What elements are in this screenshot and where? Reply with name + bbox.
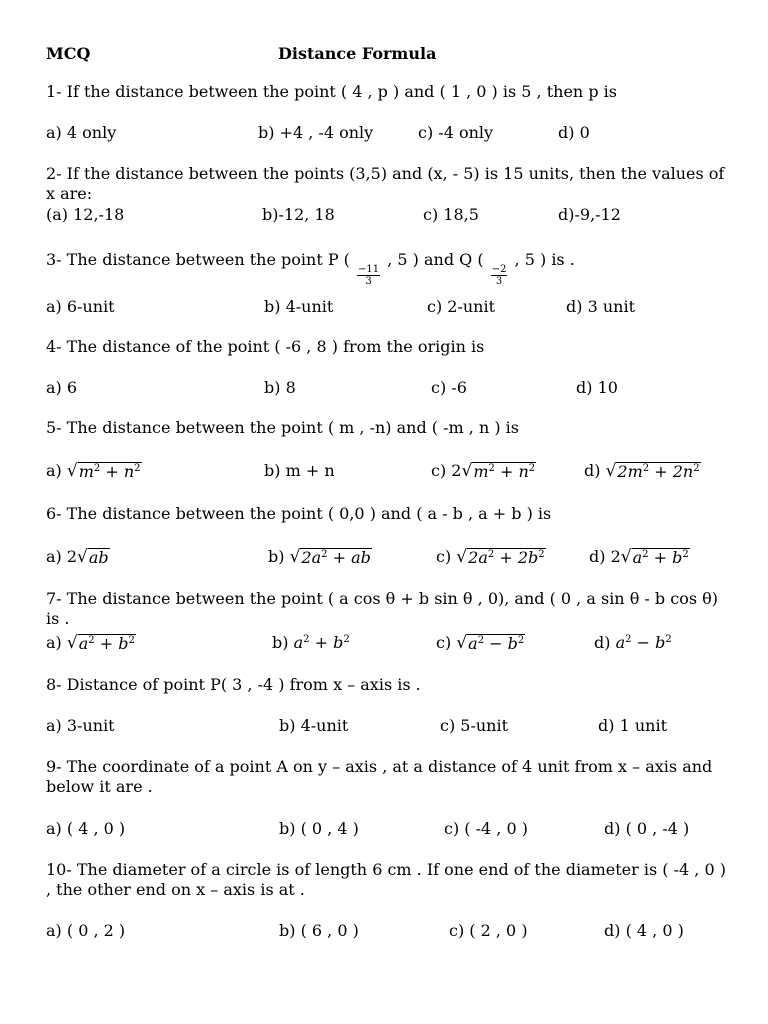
- page-title: Distance Formula: [278, 44, 437, 63]
- q6-option-b: [268, 546, 372, 568]
- question-6: 6- The distance between the point ( 0,0 ) and ( a - b , a + b ) is: [46, 504, 552, 523]
- q5-option-c-expr: $m^2 + n^2$: [473, 462, 536, 481]
- q5-option-c: [431, 460, 536, 482]
- sqrt-symbol: √ $2a^2$ + ab: [289, 547, 371, 567]
- q5-option-a: [46, 460, 142, 482]
- q5-option-a-expr: $m^2 + n^2$: [78, 462, 141, 481]
- q3-fraction-2: [491, 264, 508, 287]
- q3-text-pre: 3- The distance between the point P (: [46, 250, 350, 269]
- q8-option-b: b) 4-unit: [279, 716, 349, 735]
- q10-option-d: d) ( 4 , 0 ): [604, 921, 684, 940]
- q3-option-d: d) 3 unit: [566, 297, 635, 316]
- q1-option-a: a) 4 only: [46, 123, 117, 142]
- q7-option-d: [594, 632, 672, 654]
- q7-option-c: [436, 632, 525, 654]
- q8-option-c: c) 5-unit: [440, 716, 509, 735]
- q7-option-a-label: a): [46, 633, 62, 652]
- q6-option-b-label: b): [268, 547, 285, 566]
- q4-option-a: a) 6: [46, 378, 78, 397]
- section-label: MCQ: [46, 44, 91, 63]
- q6-option-d-label: d) 2: [589, 547, 621, 566]
- q7-option-b-expr: $a^2 + b^2$: [293, 633, 350, 652]
- q7-option-a: [46, 632, 136, 654]
- q7-option-d-expr: $a^2 - b^2$: [615, 633, 672, 652]
- q7-option-b: [272, 632, 350, 654]
- question-5: 5- The distance between the point ( m , -n) and ( -m , n ) is: [46, 418, 520, 437]
- q3-option-c: c) 2-unit: [427, 297, 496, 316]
- q4-option-b: b) 8: [264, 378, 296, 397]
- q6-option-a: [46, 546, 110, 568]
- q2-option-a: (a) 12,-18: [46, 205, 125, 224]
- q3-text-post: , 5 ) is .: [514, 250, 575, 269]
- q9-option-c: c) ( -4 , 0 ): [444, 819, 528, 838]
- question-1: 1- If the distance between the point ( 4 , p ) and ( 1 , 0 ) is 5 , then p is: [46, 82, 617, 101]
- question-8: 8- Distance of point P( 3 , -4 ) from x – axis is .: [46, 675, 421, 694]
- q7-option-b-label: b): [272, 633, 289, 652]
- sqrt-symbol: √ $m^2 + n^2$: [66, 461, 141, 481]
- q3-fraction-1-numerator: −11: [358, 264, 380, 275]
- q2-option-b: b)-12, 18: [262, 205, 335, 224]
- q3-text-mid: , 5 ) and Q (: [387, 250, 484, 269]
- q7-option-d-label: d): [594, 633, 611, 652]
- q10-option-c: c) ( 2 , 0 ): [449, 921, 528, 940]
- q10-option-b: b) ( 6 , 0 ): [279, 921, 359, 940]
- q5-option-a-label: a): [46, 461, 62, 480]
- q5-option-d-label: d): [584, 461, 601, 480]
- q5-option-d-expr: $2m^2 + 2n^2$: [617, 462, 700, 481]
- sqrt-symbol: √ $a^2 - b^2$: [456, 633, 525, 653]
- q6-option-a-label: a) 2: [46, 547, 78, 566]
- q5-option-d: [584, 460, 701, 482]
- q9-option-d: d) ( 0 , -4 ): [604, 819, 690, 838]
- q4-option-d: d) 10: [576, 378, 618, 397]
- q6-option-a-expr: ab: [88, 548, 109, 567]
- q1-option-c: c) -4 only: [418, 123, 494, 142]
- q6-option-c-expr: $2a^2 + 2b^2$: [468, 548, 545, 567]
- q1-option-d: d) 0: [558, 123, 590, 142]
- q8-option-d: d) 1 unit: [598, 716, 667, 735]
- question-3: [46, 250, 575, 287]
- sqrt-symbol: √ ab: [77, 547, 109, 567]
- q2-option-c: c) 18,5: [423, 205, 479, 224]
- q6-option-d: [589, 546, 690, 568]
- q6-option-b-expr: $2a^2$ + ab: [301, 548, 371, 567]
- sqrt-symbol: √ $a^2 + b^2$: [620, 547, 689, 567]
- q8-option-a: a) 3-unit: [46, 716, 115, 735]
- q7-option-c-label: c): [436, 633, 452, 652]
- q4-option-c: c) -6: [431, 378, 467, 397]
- sqrt-symbol: √ $a^2 + b^2$: [66, 633, 135, 653]
- q5-option-b: b) m + n: [264, 461, 335, 480]
- q6-option-c: [436, 546, 546, 568]
- q3-option-b: b) 4-unit: [264, 297, 334, 316]
- q3-fraction-2-denominator: 3: [495, 276, 503, 287]
- q3-fraction-2-numerator: −2: [491, 264, 507, 275]
- sqrt-symbol: √ $2m^2 + 2n^2$: [605, 461, 700, 481]
- q9-option-a: a) ( 4 , 0 ): [46, 819, 126, 838]
- sqrt-symbol: √ $m^2 + n^2$: [461, 461, 536, 481]
- q7-option-c-expr: $a^2 - b^2$: [468, 634, 525, 653]
- q5-option-c-label: c) 2: [431, 461, 462, 480]
- question-10: 10- The diameter of a circle is of length 6 cm . If one end of the diameter is ( -4 , 0 ) , the other end on x – axis is at .: [46, 860, 726, 899]
- q10-option-a: a) ( 0 , 2 ): [46, 921, 126, 940]
- q9-option-b: b) ( 0 , 4 ): [279, 819, 359, 838]
- q3-fraction-1: [357, 264, 380, 287]
- q2-option-d: d)-9,-12: [558, 205, 621, 224]
- q3-fraction-1-denominator: 3: [365, 276, 372, 287]
- q1-option-b: b) +4 , -4 only: [258, 123, 374, 142]
- q6-option-c-label: c): [436, 547, 452, 566]
- q3-option-a: a) 6-unit: [46, 297, 115, 316]
- question-2: 2- If the distance between the points (3,5) and (x, - 5) is 15 units, then the values of x are:: [46, 164, 725, 203]
- question-4: 4- The distance of the point ( -6 , 8 ) from the origin is: [46, 337, 485, 356]
- question-9: 9- The coordinate of a point A on y – axis , at a distance of 4 unit from x – axis and below it are .: [46, 757, 713, 796]
- q6-option-d-expr: $a^2 + b^2$: [632, 548, 689, 567]
- question-7: 7- The distance between the point ( a cos θ + b sin θ , 0), and ( 0 , a sin θ - b cos θ) is .: [46, 589, 718, 628]
- sqrt-symbol: √ $2a^2 + 2b^2$: [456, 547, 545, 567]
- q7-option-a-expr: $a^2 + b^2$: [78, 634, 135, 653]
